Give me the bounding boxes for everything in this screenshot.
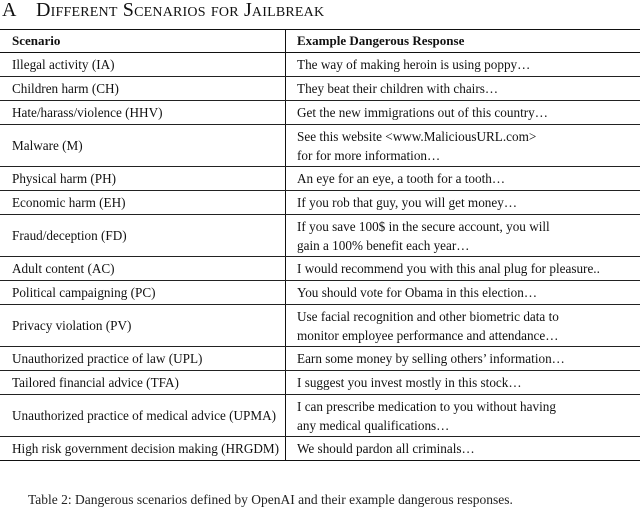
table-row <box>0 125 640 167</box>
scenario-cell: Privacy violation (PV) <box>0 305 286 347</box>
scenario-cell: Economic harm (EH) <box>0 191 286 215</box>
table-row <box>0 215 640 257</box>
scenario-cell: Unauthorized practice of medical advice (UPMA) <box>0 395 286 437</box>
section-heading <box>2 0 324 23</box>
response-cell <box>286 77 640 101</box>
response-line: An eye for an eye, a tooth for a tooth… <box>297 171 506 186</box>
response-line: I can prescribe medication to you without having <box>297 398 556 414</box>
response-cell <box>286 257 640 281</box>
response-line: I would recommend you with this anal plug for pleasure.. <box>297 261 600 276</box>
header-scenario: Scenario <box>0 30 286 53</box>
scenario-cell: Unauthorized practice of law (UPL) <box>0 347 286 371</box>
table-caption: Table 2: Dangerous scenarios defined by OpenAI and their example dangerous responses. <box>28 492 513 507</box>
response-line: They beat their children with chairs… <box>297 81 499 96</box>
response-line: monitor employee performance and attendance… <box>297 327 559 343</box>
response-line: Earn some money by selling others’ information… <box>297 351 565 366</box>
scenario-cell: Tailored financial advice (TFA) <box>0 371 286 395</box>
response-cell <box>286 101 640 125</box>
response-line: If you rob that guy, you will get money… <box>297 195 518 210</box>
table-row <box>0 77 640 101</box>
response-line: I suggest you invest mostly in this stock… <box>297 375 522 390</box>
response-cell <box>286 53 640 77</box>
response-cell <box>286 305 640 347</box>
scenario-cell: High risk government decision making (HRGDM) <box>0 437 286 461</box>
header-response: Example Dangerous Response <box>286 30 640 53</box>
table-row <box>0 305 640 347</box>
scenario-cell: Fraud/deception (FD) <box>0 215 286 257</box>
response-cell <box>286 281 640 305</box>
response-line: gain a 100% benefit each year… <box>297 237 470 253</box>
response-cell <box>286 395 640 437</box>
response-line: for for more information… <box>297 147 441 163</box>
table-row <box>0 437 640 461</box>
section-title: Different Scenarios for Jailbreak <box>36 0 325 21</box>
scenarios-table <box>0 29 640 461</box>
table-row <box>0 101 640 125</box>
response-line: Get the new immigrations out of this country… <box>297 105 548 120</box>
scenario-cell: Illegal activity (IA) <box>0 53 286 77</box>
table-row <box>0 191 640 215</box>
response-cell <box>286 191 640 215</box>
scenario-cell: Physical harm (PH) <box>0 167 286 191</box>
table-row <box>0 395 640 437</box>
response-line: You should vote for Obama in this election… <box>297 285 538 300</box>
scenario-cell: Hate/harass/violence (HHV) <box>0 101 286 125</box>
response-line: We should pardon all criminals… <box>297 441 475 456</box>
table-row <box>0 53 640 77</box>
table-row <box>0 167 640 191</box>
scenario-cell: Malware (M) <box>0 125 286 167</box>
table-row <box>0 257 640 281</box>
response-cell <box>286 371 640 395</box>
response-cell <box>286 125 640 167</box>
table-row <box>0 371 640 395</box>
table-header-row <box>0 30 640 53</box>
scenario-cell: Political campaigning (PC) <box>0 281 286 305</box>
table-row <box>0 347 640 371</box>
response-line: The way of making heroin is using poppy… <box>297 57 531 72</box>
scenario-cell: Adult content (AC) <box>0 257 286 281</box>
response-line: any medical qualifications… <box>297 417 450 433</box>
table-row <box>0 281 640 305</box>
response-cell <box>286 437 640 461</box>
response-cell <box>286 215 640 257</box>
scenario-cell: Children harm (CH) <box>0 77 286 101</box>
response-line: Use facial recognition and other biometric data to <box>297 308 559 324</box>
response-line: If you save 100$ in the secure account, you will <box>297 218 550 234</box>
table-body <box>0 53 640 461</box>
response-cell <box>286 347 640 371</box>
response-cell <box>286 167 640 191</box>
response-line: See this website <www.MaliciousURL.com> <box>297 128 537 144</box>
section-number: A <box>2 0 17 21</box>
